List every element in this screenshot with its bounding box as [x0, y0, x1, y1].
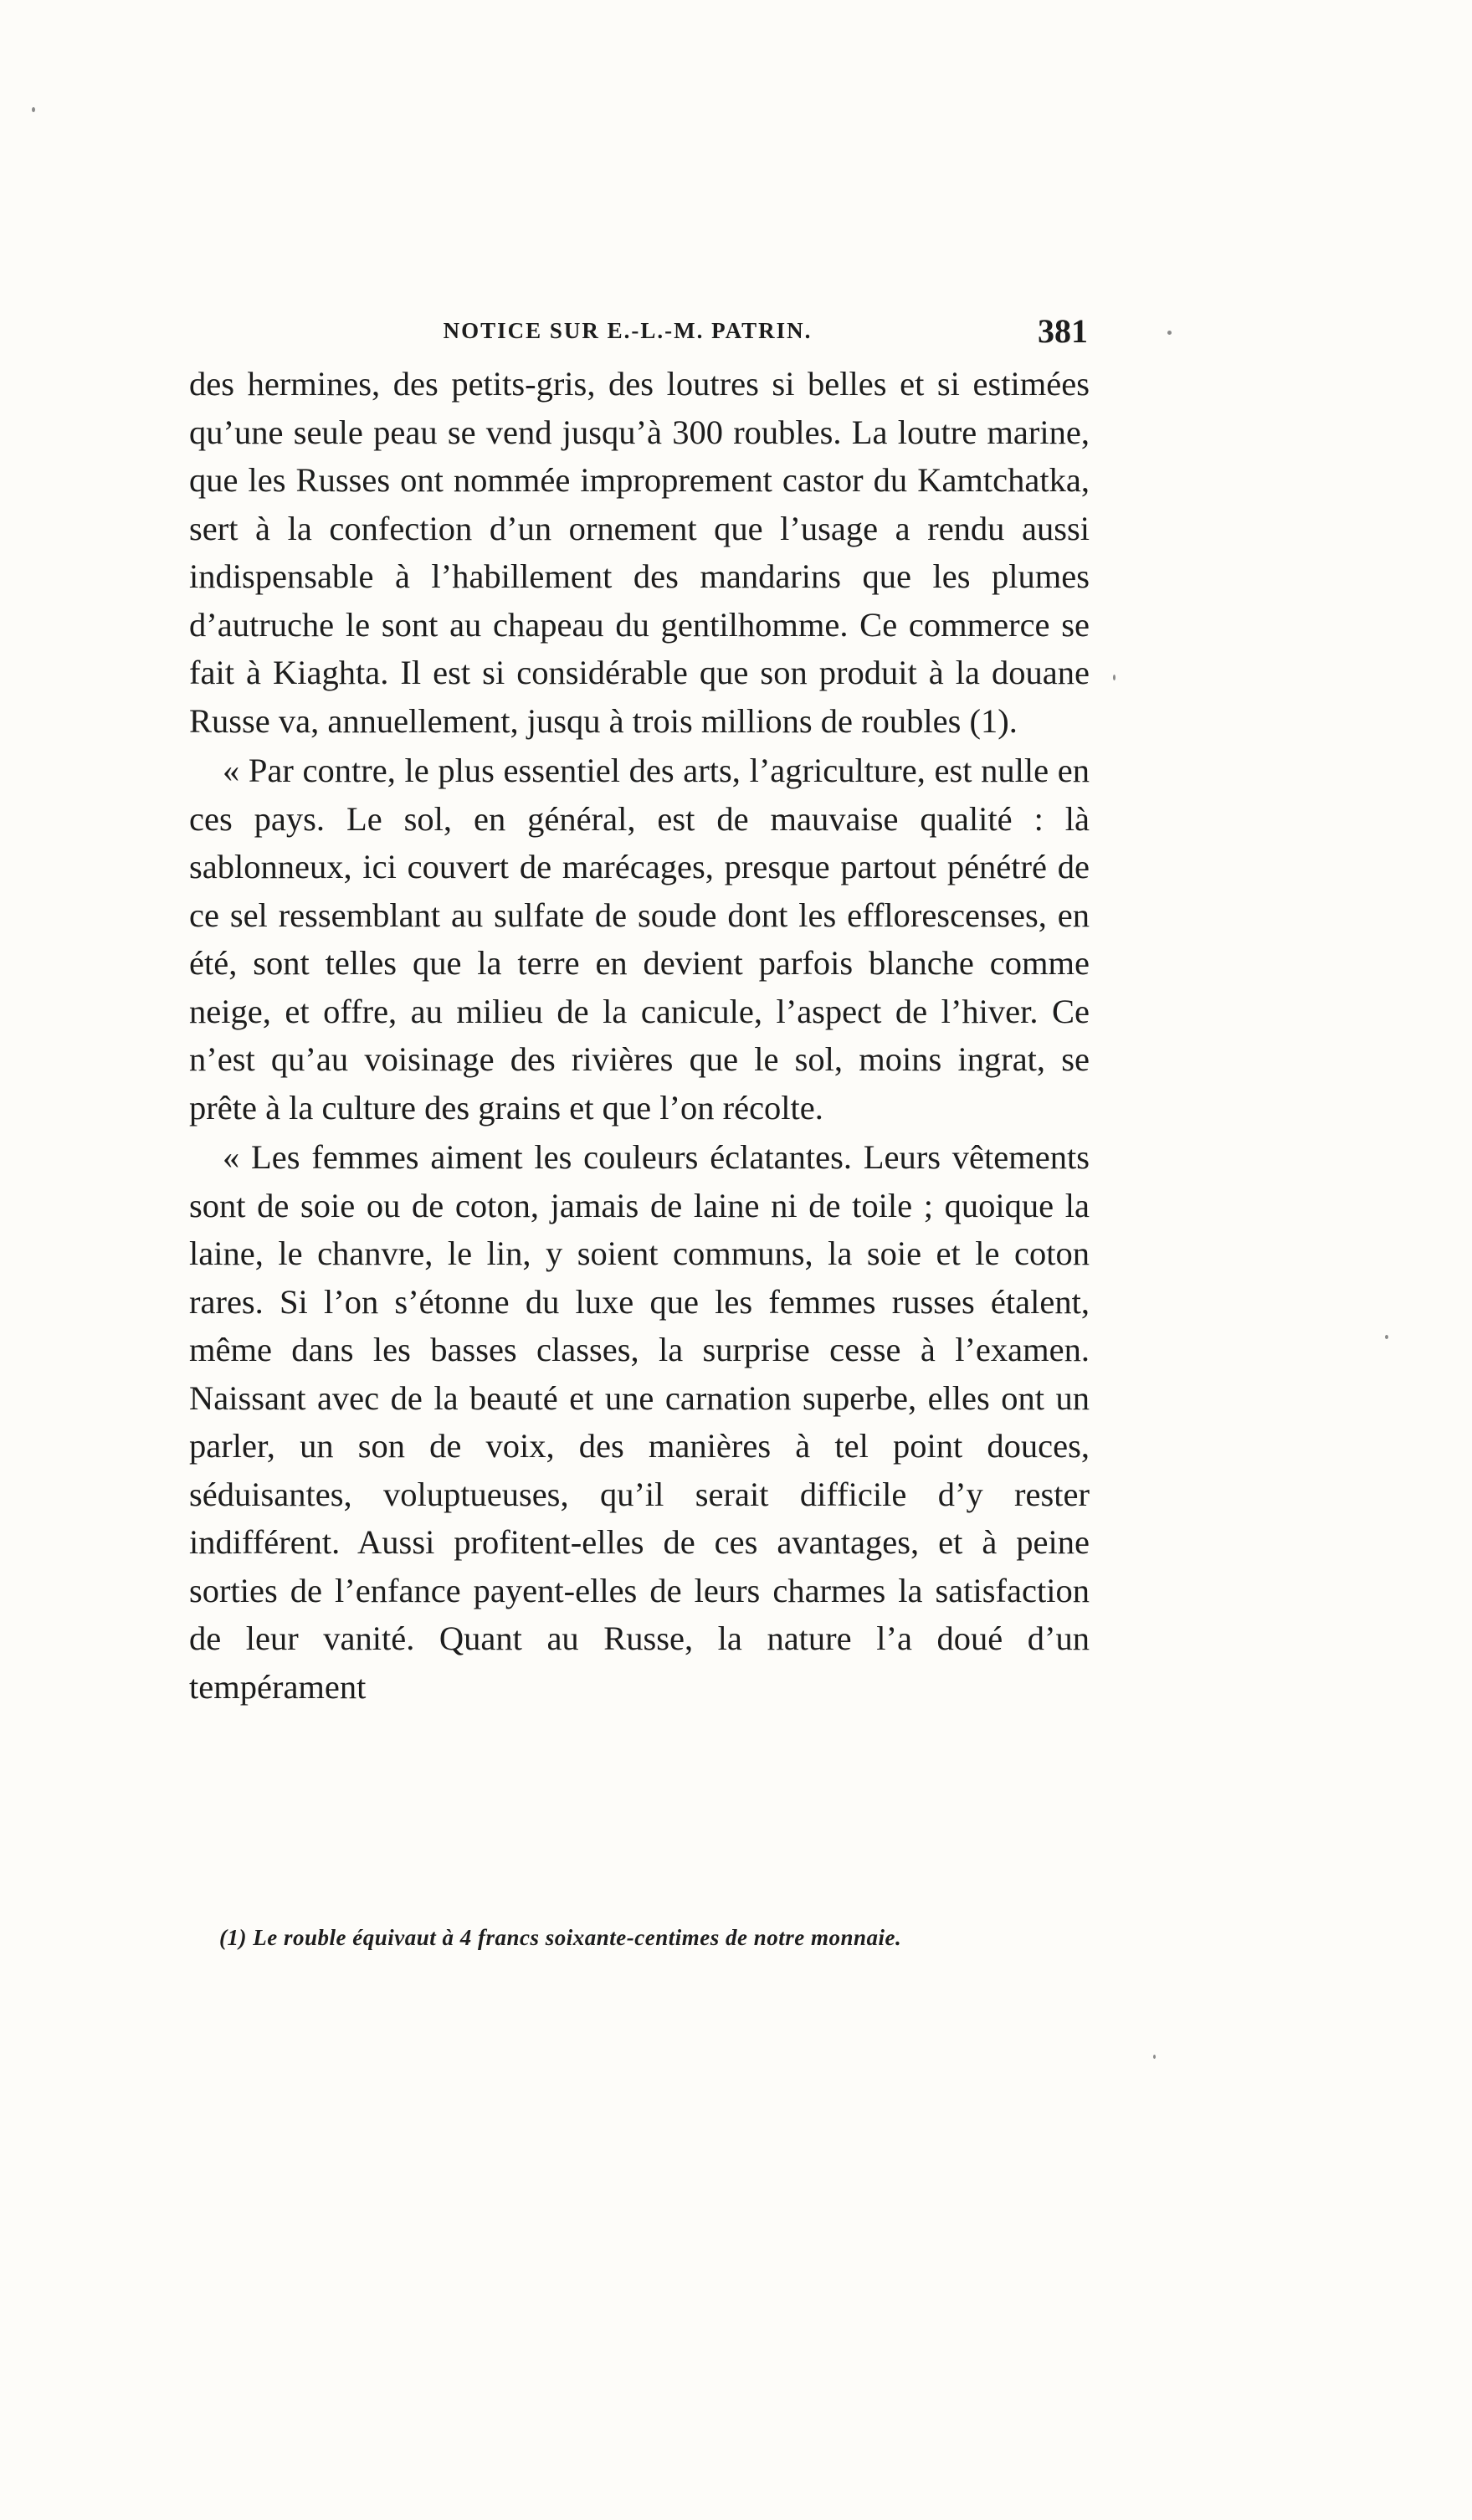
- footnote: (1) Le rouble équivaut à 4 francs soixante-centimes de notre monnaie.: [219, 1925, 902, 1950]
- running-header: [192, 311, 1088, 353]
- scan-speck: [1385, 1335, 1388, 1339]
- body-text: [189, 360, 1090, 1711]
- running-title: NOTICE SUR E.-L.-M. PATRIN.: [443, 318, 813, 343]
- paragraph-3: « Les femmes aiment les couleurs éclatantes. Leurs vêtements sont de soie ou de coton, jamais de laine ni de toile ; quoique la laine, le chanvre, le lin, y soient communs, la soie et le coton rares. Si l’on s’étonne du luxe que les femmes russes étalent, même dans les basses classes, la surprise cesse à l’examen. Naissant avec de la beauté et une carnation superbe, elles ont un parler, un son de voix, des manières à tel point douces, séduisantes, voluptueuses, qu’il serait difficile d’y rester indifférent. Aussi profitent-elles de ces avantages, et à peine sorties de l’enfance payent-elles de leurs charmes la satisfaction de leur vanité. Quant au Russe, la nature l’a doué d’un tempérament: [189, 1138, 1090, 1706]
- scan-speck: [32, 107, 35, 112]
- scan-speck: [1153, 2055, 1156, 2059]
- scan-speck: [1113, 675, 1116, 680]
- paragraph-1: des hermines, des petits-gris, des loutres si belles et si estimées qu’une seule peau se vend jusqu’à 300 roubles. La loutre marine, que les Russes ont nommée improprement castor du Kamtchatka, sert à la confection d’un ornement que l’usage a rendu aussi indispensable à l’habillement des mandarins que les plumes d’autruche le sont au chapeau du gentilhomme. Ce commerce se fait à Kiaghta. Il est si considérable que son produit à la douane Russe va, annuellement, jusqu à trois millions de roubles (1).: [189, 365, 1090, 740]
- page-number: 381: [1038, 312, 1088, 350]
- scan-speck: [1167, 331, 1172, 335]
- paragraph-2: « Par contre, le plus essentiel des arts, l’agriculture, est nulle en ces pays. Le sol, en général, est de mauvaise qualité : là sablonneux, ici couvert de marécages, presque partout pénétré de ce sel ressemblant au sulfate de soude dont les efflorescenses, en été, sont telles que la terre en devient parfois blanche comme neige, et offre, au milieu de la canicule, l’aspect de l’hiver. Ce n’est qu’au voisinage des rivières que le sol, moins ingrat, se prête à la culture des grains et que l’on récolte.: [189, 752, 1090, 1127]
